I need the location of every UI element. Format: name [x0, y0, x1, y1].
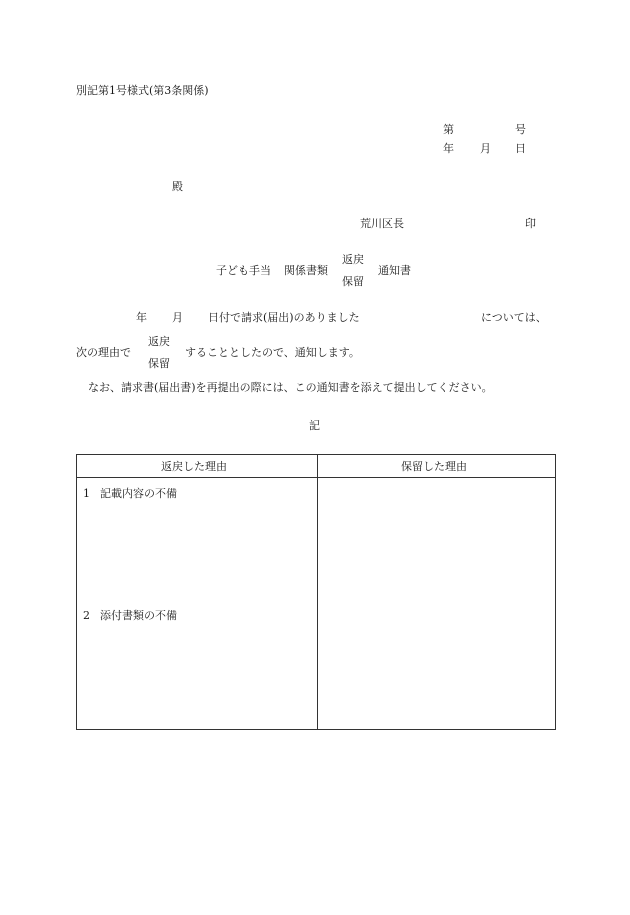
body-option-hold: 保留 [148, 357, 170, 370]
ki-heading: 記 [309, 419, 320, 432]
issuer-seal: 印 [525, 217, 536, 230]
form-title: 別記第1号様式(第3条関係) [76, 84, 209, 97]
body-reason: 次の理由で [76, 346, 131, 359]
body-option-return: 返戻 [148, 335, 170, 348]
return-item-1-text: 記載内容の不備 [100, 487, 177, 500]
body-decision: することとしたので、通知します。 [185, 346, 360, 359]
table-column-divider [317, 455, 318, 729]
notice-title-docs: 関係書類 [284, 264, 328, 277]
return-item-2-number: 2 [83, 609, 90, 622]
body-year: 年 [136, 311, 147, 324]
reason-table [76, 454, 556, 730]
date-year: 年 [443, 142, 454, 155]
addressee-honorific: 殿 [172, 180, 183, 193]
table-header-divider [77, 477, 555, 478]
return-item-1-number: 1 [83, 487, 90, 500]
body-dated: 日付で請求(届出)のありました [208, 311, 360, 324]
number-prefix: 第 [443, 123, 454, 136]
date-day: 日 [515, 142, 526, 155]
notice-title-suffix: 通知書 [378, 264, 411, 277]
notice-title-option-hold: 保留 [342, 275, 364, 288]
header-hold-reasons: 保留した理由 [401, 460, 467, 473]
return-item-2-text: 添付書類の不備 [100, 609, 177, 622]
notice-title-prefix: 子ども手当 [216, 264, 271, 277]
body-month: 月 [172, 311, 183, 324]
body-note: なお、請求書(届出書)を再提出の際には、この通知書を添えて提出してください。 [88, 381, 493, 394]
date-month: 月 [480, 142, 491, 155]
number-suffix: 号 [515, 123, 526, 136]
header-return-reasons: 返戻した理由 [161, 460, 227, 473]
body-regarding: については、 [481, 311, 547, 324]
issuer-name: 荒川区長 [360, 217, 404, 230]
notice-title-option-return: 返戻 [342, 253, 364, 266]
